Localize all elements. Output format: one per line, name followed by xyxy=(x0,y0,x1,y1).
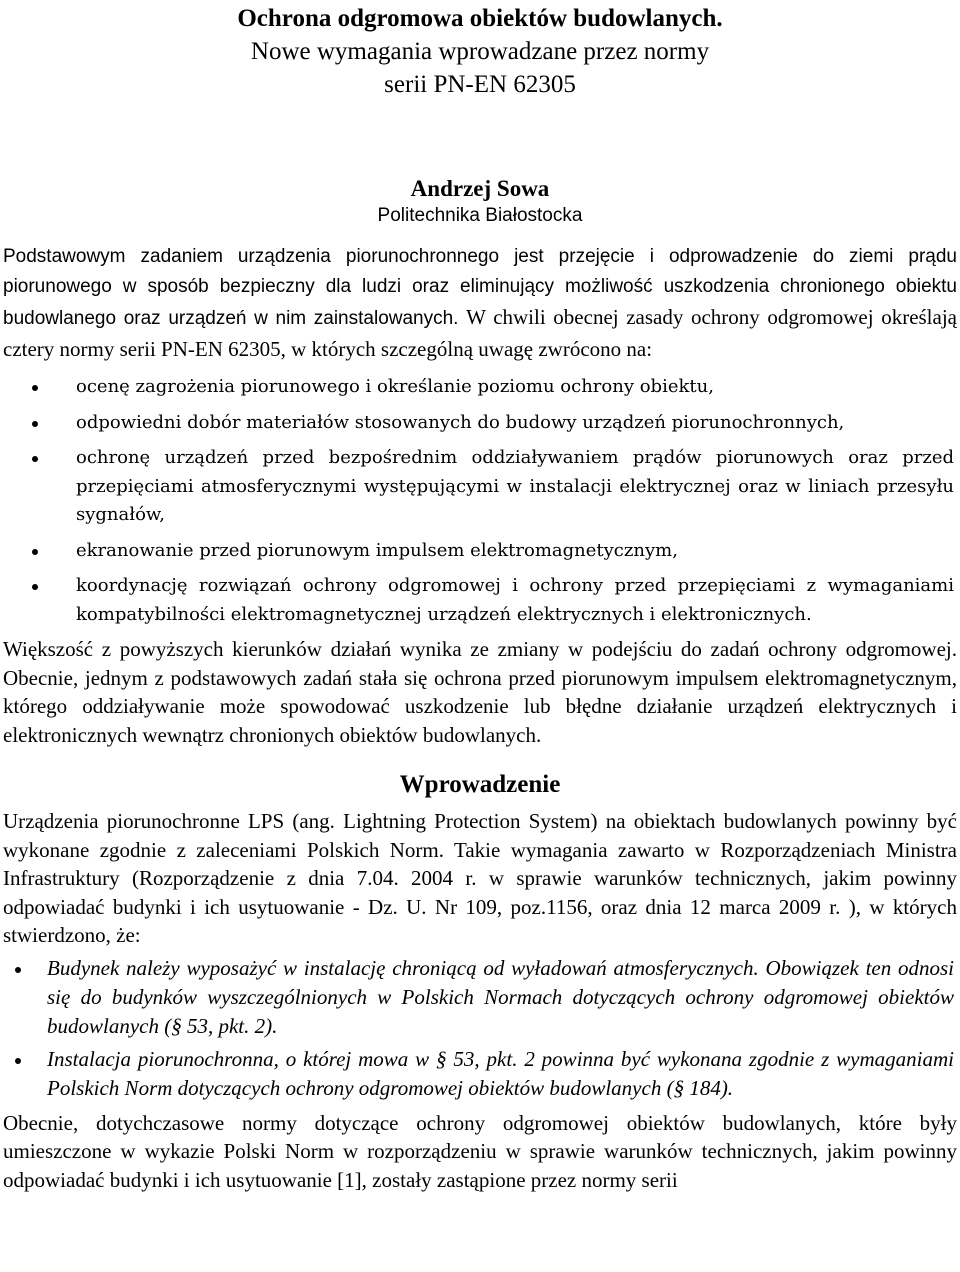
list-item xyxy=(3,444,957,530)
list-item-text: ekranowanie przed piorunowym impulsem elektromagnetycznym, xyxy=(76,539,678,561)
document-title xyxy=(3,0,957,101)
intro-part-1: Podstawowym zadaniem urządzenia piorunochronnego jest przejęcie i odprowadzenie do ziemi prądu piorunowego w sposób bezpieczny dla ludzi oraz eliminujący możliwość uszkodzenia chronionego obiektu budowlanego oraz urządzeń w nim zainstalowanych. xyxy=(3,246,957,329)
title-line-2: Nowe wymagania wprowadzane przez normy xyxy=(250,38,710,65)
list-item-text: Budynek należy wyposażyć w instalację chroniącą od wyładowań atmosferycznych. Obowiązek ten odnosi się do budynków wyszczególnionych w Polskich Normach dotyczących ochrony odgromowej obiektów budowlanych (§ 53, pkt. 2). xyxy=(47,955,954,1038)
author-affiliation: Politechnika Białostocka xyxy=(377,205,583,226)
body-paragraph-3: Urządzenia piorunochronne LPS (ang. Lightning Protection System) na obiektach budowlanych powinny być wykonane zgodnie z zaleceniami Polskich Norm. Takie wymagania zawarto w Rozporządzeniach Ministra Infrastruktury (Rozporządzenie z dnia 7.04. 2004 r. w sprawie warunków technicznych, jakim powinny odpowiadać budynki i ich usytuowanie - Dz. U. Nr 109, poz.1156, oraz dnia 12 marca 2009 r. ), w których stwierdzono, że: xyxy=(3,809,957,947)
bullet-icon xyxy=(32,421,38,427)
list-item xyxy=(3,1045,957,1103)
title-line-3: serii PN-EN 62305 xyxy=(384,71,576,98)
list-item-text: ocenę zagrożenia piorunowego i określanie poziomu ochrony obiektu, xyxy=(76,376,714,397)
intro-paragraph xyxy=(3,242,957,366)
bullet-icon xyxy=(32,456,38,462)
bullet-icon xyxy=(15,1058,21,1064)
section-heading: Wprowadzenie xyxy=(399,771,561,798)
requirements-list xyxy=(3,373,957,629)
list-item-text: odpowiedni dobór materiałów stosowanych do budowy urządzeń piorunochronnych, xyxy=(76,411,845,433)
list-item xyxy=(3,954,957,1041)
bullet-icon xyxy=(32,549,38,555)
regulation-quotes-list xyxy=(3,954,957,1103)
author-name: Andrzej Sowa xyxy=(410,176,550,201)
intro-part-2: W chwili obecnej zasady ochrony odgromowej określają cztery normy serii PN-EN 62305, w których szczególną uwagę zwrócono na: xyxy=(3,305,957,361)
bullet-icon xyxy=(32,584,38,590)
list-item xyxy=(3,572,957,629)
bullet-icon xyxy=(15,967,21,973)
list-item-text: koordynację rozwiązań ochrony odgromowej i ochrony przed przepięciami z wymaganiami kompatybilności elektromagnetycznej urządzeń elektrycznych i elektronicznych. xyxy=(76,575,954,625)
title-line-1: Ochrona odgromowa obiektów budowlanych. xyxy=(237,5,723,32)
list-item xyxy=(3,373,957,402)
list-item xyxy=(3,537,957,566)
body-paragraph-4: Obecnie, dotychczasowe normy dotyczące ochrony odgromowej obiektów budowlanych, które były umieszczone w wykazie Polski Norm w rozporządzeniu w sprawie warunków technicznych, jakim powinny odpowiadać budynki i ich usytuowanie [1], zostały zastąpione przez normy serii xyxy=(3,1110,957,1192)
body-paragraph-2: Większość z powyższych kierunków działań wynika ze zmiany w podejściu do zadań ochrony odgromowej. Obecnie, jednym z podstawowych zadań stała się ochrona przed piorunowym impulsem elektromagnetycznym, którego oddziaływanie może spowodować uszkodzenie lub błędne działanie urządzeń elektrycznych i elektronicznych wewnątrz chronionych obiektów budowlanych. xyxy=(3,637,957,747)
list-item-text: Instalacja piorunochronna, o której mowa w § 53, pkt. 2 powinna być wykonana zgodnie z wymaganiami Polskich Norm dotyczących ochrony odgromowej obiektów budowlanych (§ 184). xyxy=(47,1046,954,1100)
list-item xyxy=(3,409,957,438)
list-item-text: ochronę urządzeń przed bezpośrednim oddziaływaniem prądów piorunowych oraz przed przepięciami atmosferycznymi występującymi w instalacji elektrycznej oraz w liniach przesyłu sygnałów, xyxy=(76,447,954,525)
bullet-icon xyxy=(32,385,38,391)
